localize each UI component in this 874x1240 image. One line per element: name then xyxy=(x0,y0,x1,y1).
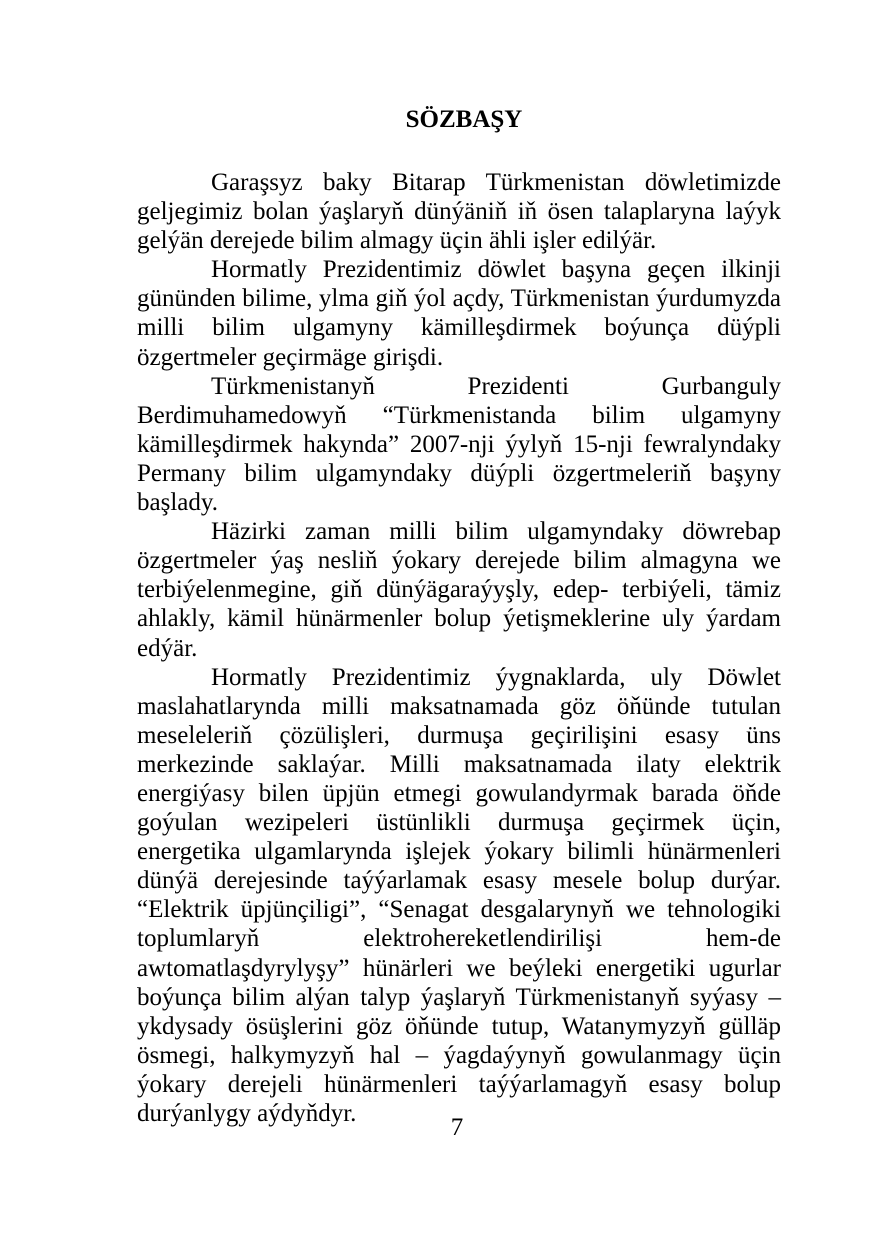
page-number: 7 xyxy=(450,1114,464,1141)
paragraph-1: Garaşsyz baky Bitarap Türkmenistan döwletimizde geljegimiz bolan ýaşlaryň dünýäniň iň ösen talaplaryna laýyk gelýän derejede bilim almagy üçin ähli işler edilýär. xyxy=(137,169,781,255)
paragraph-5: Hormatly Prezidentimiz ýygnaklarda, uly Döwlet maslahatlarynda milli maksatnamada göz öňünde tutulan meseleleriň çözülişleri, durmuşa geçirilişini esasy üns merkezinde saklaýar. Milli maksatnamada ilaty elektrik energiýasy bilen üpjün etmegi gowulandyrmak barada öňde goýulan wezipeleri üstünlikli durmuşa geçirmek üçin, energetika ulgamlarynda işlejek ýokary bilimli hünärmenleri dünýä derejesinde taýýarlamak esasy mesele bolup durýar. “Elektrik üpjünçiligi”, “Senagat desgalarynyň we tehnologiki toplumlaryň elektrohereketlendirilişi hem-de awtomatlaşdyrylyşy” hünärleri we beýleki energetiki ugurlar boýunça bilim alýan talyp ýaşlaryň Türkmenistanyň syýasy – ykdysady ösüşlerini göz öňünde tutup, Watanymyzyň gülläp ösmegi, halkymyzyň hal – ýagdaýynyň gowulanmagy üçin ýokary derejeli hünärmenleri taýýarlamagyň esasy bolup durýanlygy aýdyňdyr. xyxy=(137,663,781,1127)
paragraph-3: Türkmenistanyň Prezidenti Gurbanguly Berdimuhamedowyň “Türkmenistanda bilim ulgamyny kämilleşdirmek hakynda” 2007-nji ýylyň 15-nji fewralyndaky Permany bilim ulgamyndaky düýpli özgertmeleriň başyny başlady. xyxy=(137,372,781,517)
paragraph-4: Häzirki zaman milli bilim ulgamyndaky döwrebap özgertmeler ýaş nesliň ýokary derejede bilim almagyna we terbiýelenmegine, giň dünýägaraýyşly, edep- terbiýeli, tämiz ahlakly, kämil hünärmenler bolup ýetişmeklerine uly ýardam edýär. xyxy=(137,518,781,662)
page-title: SÖZBAŞY xyxy=(405,106,523,133)
page-body xyxy=(137,104,781,1128)
paragraph-2: Hormatly Prezidentimiz döwlet başyna geçen ilkinji gününden bilime, ylma giň ýol açdy, Türkmenistan ýurdumyzda milli bilim ulgamyny kämilleşdirmek boýunça düýpli özgertmeler geçirmäge girişdi. xyxy=(137,256,781,371)
